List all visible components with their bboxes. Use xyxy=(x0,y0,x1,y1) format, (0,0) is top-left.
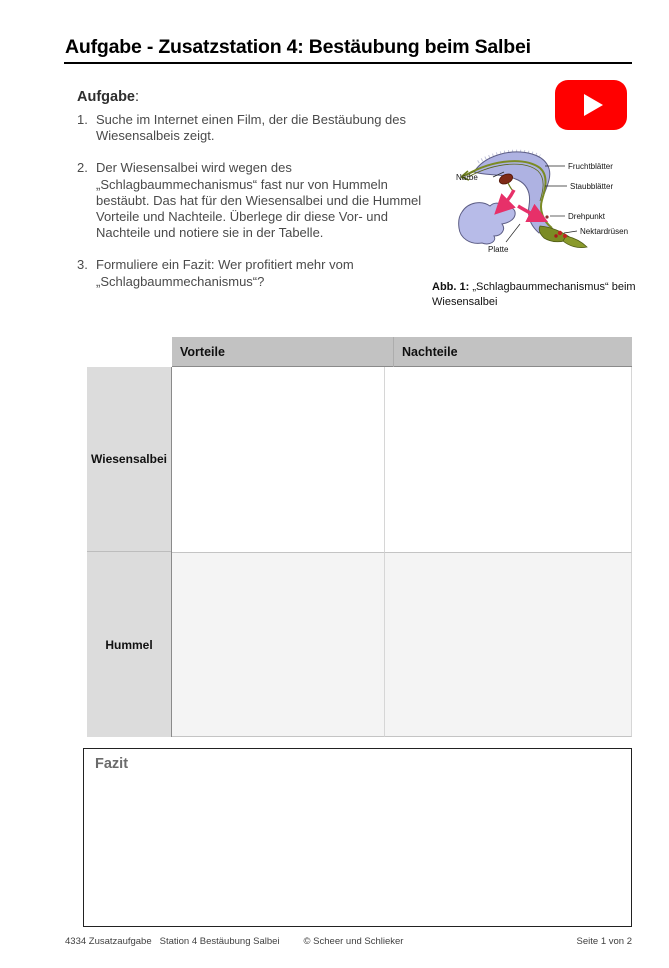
label-drehpunkt: Drehpunkt xyxy=(568,212,605,221)
label-fruchtblaetter: Fruchtblätter xyxy=(568,162,613,171)
task-text: Formuliere ein Fazit: Wer profitiert mehr vom „Schlagbaummechanismus“? xyxy=(96,257,354,289)
page-title: Aufgabe - Zusatzstation 4: Bestäubung beim Salbei xyxy=(65,36,531,58)
page-footer xyxy=(65,936,632,947)
youtube-button[interactable] xyxy=(555,80,627,130)
nectar-gland-shape xyxy=(563,234,567,238)
label-staubblaetter: Staubblätter xyxy=(570,182,614,191)
platte-petal-shape xyxy=(459,203,516,244)
task-item-3 xyxy=(77,257,449,289)
table-row-header-column xyxy=(87,367,172,737)
footer-copyright: © Scheer und Schlieker xyxy=(303,936,404,947)
tasks-heading-word: Aufgabe xyxy=(77,89,135,105)
task-text: Suche im Internet einen Film, der die Bestäubung des Wiesensalbeis zeigt. xyxy=(96,112,407,144)
table-cell-wiesensalbei-nachteile xyxy=(385,367,632,553)
row-header-hummel: Hummel xyxy=(105,637,153,652)
label-narbe: Narbe xyxy=(456,173,478,182)
movement-arrow-down xyxy=(499,190,514,210)
figure-caption xyxy=(432,280,638,310)
fazit-label: Fazit xyxy=(95,756,129,772)
tasks-heading xyxy=(77,89,449,105)
table-cell-hummel-nachteile xyxy=(385,553,632,737)
footer-page-number: Seite 1 von 2 xyxy=(576,936,632,947)
drehpunkt-shape xyxy=(545,215,548,218)
label-line-nektardruesen xyxy=(564,231,577,233)
label-line-platte xyxy=(506,224,520,242)
task-number: 3. xyxy=(77,257,88,273)
task-item-2 xyxy=(77,160,449,241)
pollination-diagram xyxy=(448,146,669,260)
footer-document-code: 4334 Zusatzaufgabe xyxy=(65,936,152,947)
label-platte: Platte xyxy=(488,245,509,254)
task-number: 1. xyxy=(77,112,88,127)
task-item-1 xyxy=(77,112,449,144)
tasks-heading-colon: : xyxy=(135,89,140,105)
label-nektardruesen: Nektardrüsen xyxy=(580,227,629,236)
figure-caption-text: „Schlagbaummechanismus“ beim Wiesensalbei xyxy=(432,281,636,308)
table-header-row xyxy=(172,337,632,367)
nectar-gland-shape xyxy=(554,234,557,237)
sepal-shape xyxy=(563,236,587,248)
column-header-nachteile: Nachteile xyxy=(393,337,458,367)
title-underline xyxy=(64,62,632,64)
nectar-gland-shape xyxy=(558,231,562,235)
table-cell-wiesensalbei-vorteile xyxy=(172,367,385,553)
fazit-box xyxy=(83,748,632,927)
task-number: 2. xyxy=(77,160,88,176)
column-header-vorteile: Vorteile xyxy=(180,345,225,359)
task-text: Der Wiesensalbei wird wegen des „Schlagbaummechanismus“ fast nur von Hummeln bestäubt. Das hat für den Wiesensalbei und die Hummel Vorteile und Nachteile. Überlege dir diese Vor- und Nachteile und notiere sie in der Tabelle. xyxy=(96,160,422,241)
youtube-play-icon xyxy=(584,94,603,116)
figure-caption-label: Abb. 1: xyxy=(432,281,470,293)
row-header-wiesensalbei: Wiesensalbei xyxy=(87,367,171,552)
footer-station-title: Station 4 Bestäubung Salbei xyxy=(159,936,280,947)
table-cell-hummel-vorteile xyxy=(172,553,385,737)
task-section xyxy=(77,89,449,306)
